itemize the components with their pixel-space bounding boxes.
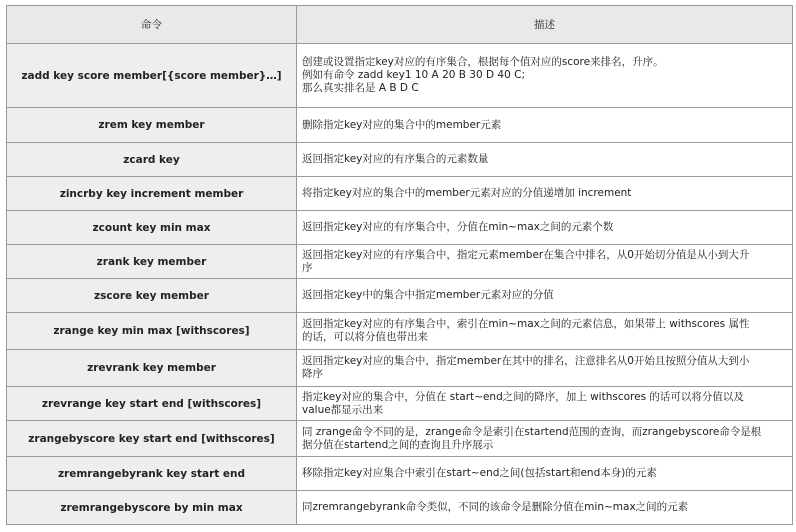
- command-cell: zrem key member: [7, 108, 297, 143]
- command-cell: zcount key min max: [7, 211, 297, 245]
- description-cell: [297, 143, 793, 177]
- table-header-row: [7, 6, 793, 44]
- redis-zset-command-table-container: [6, 5, 792, 527]
- table-row: [7, 245, 793, 279]
- description-line: value都显示出来: [302, 403, 384, 416]
- description-line: 同 zrange命令不同的是，zrange命令是索引在startend范围的查询，而zrangebyscore命令是根: [302, 425, 762, 438]
- command-cell: zrank key member: [7, 245, 297, 279]
- description-cell: [297, 44, 793, 108]
- command-cell: zcard key: [7, 143, 297, 177]
- description-cell: [297, 211, 793, 245]
- description-line: 同zremrangebyrank命令类似，不同的该命令是删除分值在min~max之间的元素: [302, 501, 689, 513]
- table-row: [7, 313, 793, 350]
- command-cell: zrevrange key start end [withscores]: [7, 387, 297, 421]
- description-line: 据分值在startend之间的查询且升序展示: [302, 438, 494, 451]
- command-cell: zadd key score member[{score member}…]: [7, 44, 297, 108]
- description-line: 返回指定key对应的集合中，指定member在其中的排名，注意排名从0开始且按照分值从大到小: [302, 355, 750, 367]
- description-cell: [297, 491, 793, 525]
- description-cell: [297, 177, 793, 211]
- description-line: 例如有命令 zadd key1 10 A 20 B 30 D 40 C;: [302, 69, 525, 81]
- table-row: [7, 350, 793, 387]
- description-line: 降序: [302, 368, 323, 380]
- command-cell: zrangebyscore key start end [withscores]: [7, 421, 297, 457]
- table-row: [7, 387, 793, 421]
- description-cell: [297, 387, 793, 421]
- description-cell: [297, 421, 793, 457]
- description-cell: [297, 457, 793, 491]
- description-cell: [297, 108, 793, 143]
- description-line: 删除指定key对应的集合中的member元素: [302, 118, 502, 131]
- command-cell: zscore key member: [7, 279, 297, 313]
- description-line: 返回指定key对应的有序集合的元素数量: [302, 153, 489, 165]
- table-row: [7, 108, 793, 143]
- header-command: 命令: [7, 6, 297, 44]
- table-row: [7, 177, 793, 211]
- description-line: 返回指定key中的集合中指定member元素对应的分值: [302, 289, 554, 301]
- description-cell: [297, 279, 793, 313]
- description-line: 的话，可以将分值也带出来: [302, 331, 428, 343]
- description-cell: [297, 350, 793, 387]
- description-line: 返回指定key对应的有序集合中，指定元素member在集合中排名，从0开始切分值是从小到大升: [302, 248, 750, 261]
- description-line: 将指定key对应的集合中的member元素对应的分值递增加 increment: [302, 187, 632, 199]
- table-row: [7, 211, 793, 245]
- description-line: 返回指定key对应的有序集合中，分值在min~max之间的元素个数: [302, 221, 614, 233]
- table-row: [7, 143, 793, 177]
- table-row: [7, 421, 793, 457]
- command-cell: zremrangebyrank key start end: [7, 457, 297, 491]
- table-row: [7, 457, 793, 491]
- command-cell: zrange key min max [withscores]: [7, 313, 297, 350]
- description-cell: [297, 245, 793, 279]
- description-line: 移除指定key对应集合中索引在start~end之间(包括start和end本身)的元素: [302, 467, 657, 479]
- description-line: 序: [302, 261, 313, 274]
- table-row: [7, 491, 793, 525]
- description-line: 指定key对应的集合中，分值在 start~end之间的降序，加上 withscores 的话可以将分值以及: [302, 390, 744, 403]
- description-line: 返回指定key对应的有序集合中，索引在min~max之间的元素信息，如果带上 withscores 属性: [302, 318, 750, 330]
- command-cell: zremrangebyscore by min max: [7, 491, 297, 525]
- description-line: 创建或设置指定key对应的有序集合，根据每个值对应的score来排名，升序。: [302, 56, 664, 68]
- description-line: 那么真实排名是 A B D C: [302, 82, 419, 94]
- command-table: [6, 5, 793, 525]
- table-row: [7, 279, 793, 313]
- table-row: [7, 44, 793, 108]
- command-cell: zincrby key increment member: [7, 177, 297, 211]
- description-cell: [297, 313, 793, 350]
- header-description: 描述: [297, 6, 793, 44]
- command-cell: zrevrank key member: [7, 350, 297, 387]
